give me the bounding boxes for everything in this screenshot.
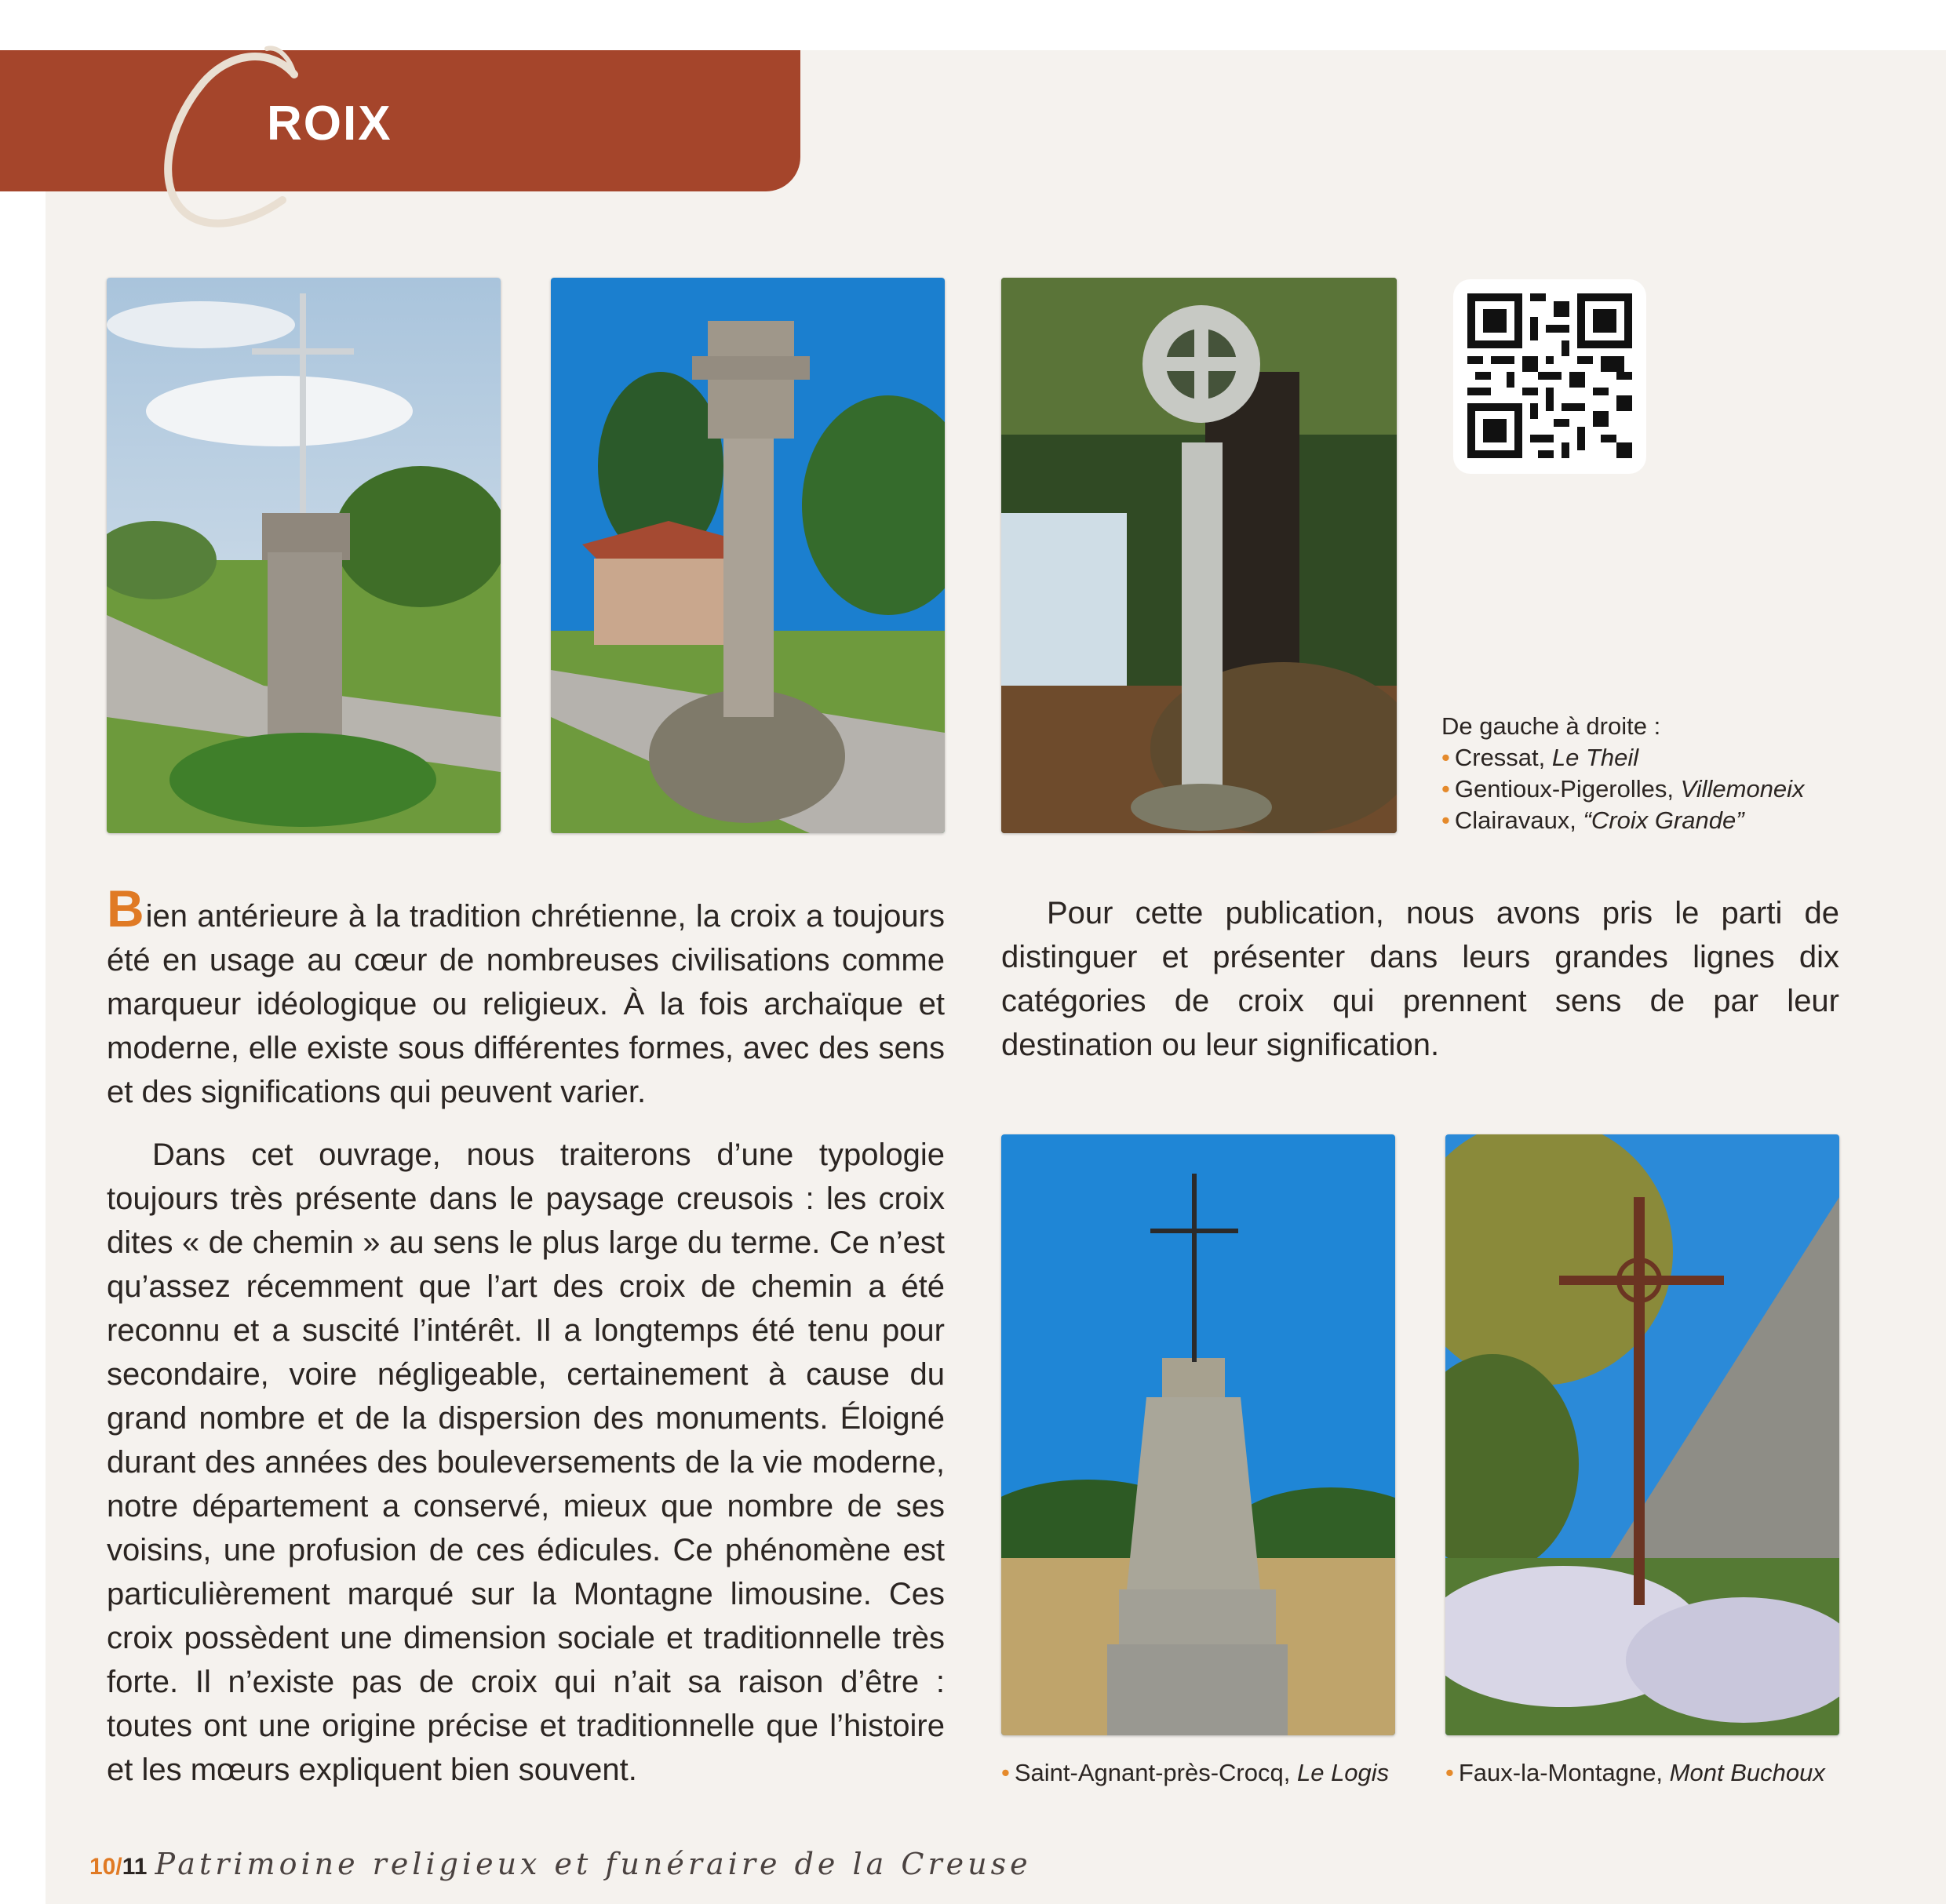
body-left-column — [107, 879, 945, 1811]
bullet-icon: • — [1441, 744, 1450, 771]
caption-detail: Le Theil — [1551, 744, 1639, 771]
bullet-icon: • — [1441, 775, 1450, 803]
caption-saint-agnant: • Saint-Agnant-près-Crocq, Le Logis — [1001, 1759, 1390, 1786]
caption-faux-la-montagne: • Faux-la-Montagne, Mont Buchoux — [1445, 1759, 1825, 1786]
photo-cressat — [107, 278, 501, 833]
paragraph-intro: Bien antérieure à la tradition chrétienne, la croix a toujours été en usage au cœur de nombreuses civilisations comme marqueur idéologique ou religieux. À la fois archaïque et moderne, elle existe sous différentes formes, avec des sens et des significations qui peuvent varier. — [107, 879, 945, 1109]
photo-faux-la-montagne — [1445, 1134, 1839, 1735]
caption-item — [1441, 805, 1881, 836]
page-number-right: 11 — [122, 1854, 148, 1880]
page-footer — [89, 1847, 1032, 1881]
photo-caption-top — [1441, 711, 1881, 836]
bullet-icon: • — [1445, 1759, 1454, 1786]
book-title: Patrimoine religieux et funéraire de la Creuse — [155, 1847, 1032, 1881]
caption-place: Clairavaux, — [1454, 806, 1583, 834]
caption-detail: “Croix Grande” — [1583, 806, 1744, 834]
photo-gentioux — [551, 278, 945, 833]
caption-item — [1441, 774, 1881, 805]
photo-clairavaux — [1001, 278, 1397, 833]
caption-item — [1441, 742, 1881, 774]
qr-code-icon — [1467, 293, 1632, 458]
bullet-icon: • — [1441, 806, 1450, 834]
caption-detail: Villemoneix — [1680, 775, 1805, 803]
paragraph-publication: Pour cette publication, nous avons pris le parti de distinguer et présenter dans leurs grandes lignes dix catégories de croix qui prennent sens de par leur destination ou leur signification. — [1001, 896, 1839, 1062]
title-band — [0, 50, 800, 191]
caption-place: Cressat, — [1454, 744, 1552, 771]
qr-code[interactable] — [1453, 279, 1646, 474]
page-number-left: 10 — [89, 1854, 116, 1880]
dropcap: B — [107, 879, 144, 937]
paragraph-typology: Dans cet ouvrage, nous traiterons d’une typologie toujours très présente dans le paysage creusois : les croix dites « de chemin » au sens le plus large du terme. Ce n’est qu’assez récemment que l’art des croix de chemin a été reconnu et a suscité l’intérêt. Il a longtemps été tenu pour secondaire, voire négligeable, certainement à cause du grand nombre et de la dispersion des monuments. Éloigné durant des années des bouleversements de la vie moderne, notre département a conservé, mieux que nombre de ses voisins, une profusion de ces édicules. Ce phénomène est particulièrement marqué sur la Montagne limousine. Ces croix possèdent une dimension sociale et traditionnelle très forte. Il n’existe pas de croix qui n’ait sa raison d’être : toutes ont une origine précise et traditionnelle que l’histoire et les mœurs expliquent bien souvent. — [107, 1138, 945, 1787]
caption-intro: De gauche à droite : — [1441, 712, 1661, 740]
photo-saint-agnant — [1001, 1134, 1395, 1735]
bullet-icon: • — [1001, 1759, 1010, 1786]
caption-place: Gentioux-Pigerolles, — [1454, 775, 1681, 803]
page-title: ROIX — [267, 96, 392, 151]
body-right-column — [1001, 891, 1839, 1086]
page-separator: / — [115, 1854, 122, 1880]
